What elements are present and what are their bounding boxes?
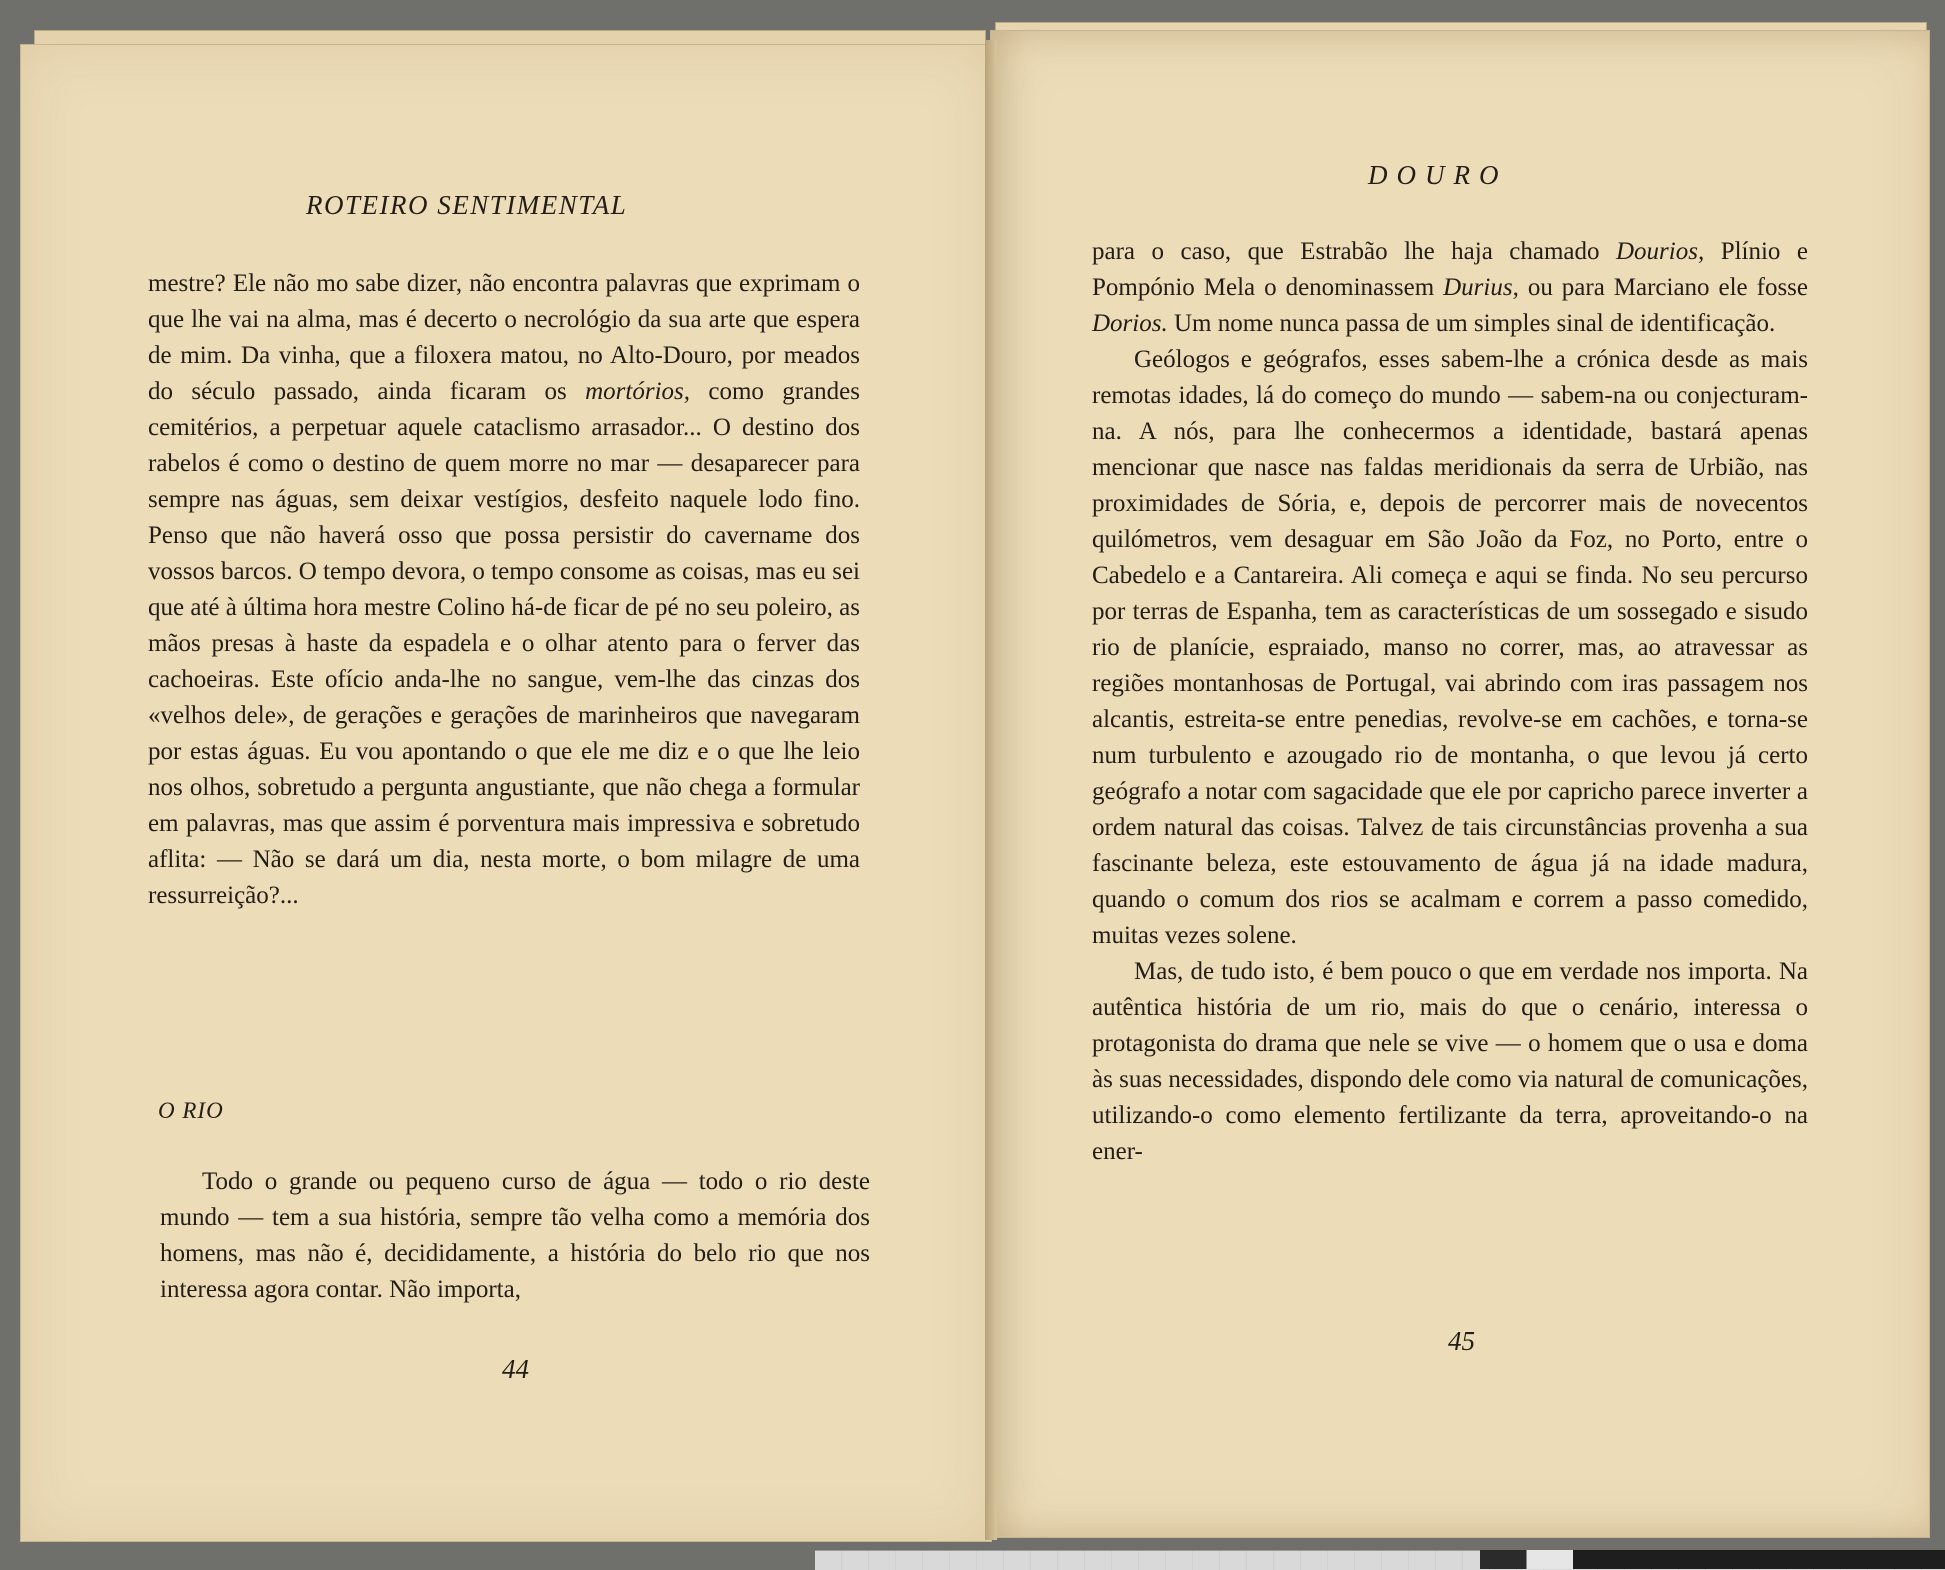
text-run: Plínio e Pompónio Mela o denominassem — [1092, 238, 1809, 301]
left-body-text-2 — [160, 1164, 870, 1308]
scan-color-strip — [1480, 1550, 1945, 1569]
text-run: ou para Marciano ele fosse — [1527, 274, 1809, 301]
right-running-head: DOURO — [1368, 160, 1508, 190]
text-run: como grandes cemitérios, a perpetuar aquele cataclismo arrasador... O destino dos rabelos é como o destino de quem morre no mar — desaparecer para sempre nas águas, sem deixar vestígios, desfeito naquele lodo fino. Penso que não haverá osso que possa persistir do cavername dos vossos barcos. O tempo devora, o tempo consome as coisas, mas eu sei que até à última hora mestre Colino há-de ficar de pé no seu poleiro, as mãos presas à haste da espadela e o olhar atento para o ferver das cachoeiras. Este ofício anda-lhe no sangue, vem-lhe das cinzas dos «velhos dele», de gerações e gerações de marinheiros que navegaram por estas águas. Eu vou apontando o que ele me diz e o que lhe leio nos olhos, sobretudo a pergunta angustiante, que não chega a formular em palavras, mas que assim é porventura mais impressiva e sobretudo aflita: — Não se dará um dia, nesta morte, o bom milagre de uma ressurreição?... — [148, 378, 861, 909]
right-paragraph-2: Geólogos e geógrafos, esses sabem-lhe a crónica desde as mais remotas idades, lá do começo do mundo — sabem-na ou conjecturam-na. A nós, para lhe conhecermos a identidade, bastará apenas mencionar que nasce nas faldas meridionais da serra de Urbião, nas proximidades de Sória, e, depois de percorrer mais de novecentos quilómetros, vem desaguar em São João da Foz, no Porto, entre o Cabedelo e a Cantareira. Ali começa e aqui se finda. No seu percurso por terras de Espanha, tem as características de um sossegado e sisudo rio de planície, espraiado, manso no correr, mas, ao atravessar as regiões montanhosas de Portugal, vai abrindo com iras passagem nos alcantis, estreita-se entre penedias, revolve-se em cachões, e torna-se num turbulento e azougado rio de montanha, o que levou já certo geógrafo a notar com sagacidade que ele por capricho parece inverter a ordem natural das coisas. Talvez de tais circunstâncias provenha a sua fascinante beleza, este estouvamento de água já na idade madura, quando o comum dos rios se acalmam e correm a passo comedido, muitas vezes solene. — [1092, 346, 1808, 949]
italic-term: Dourios, — [1615, 238, 1705, 265]
section-title: O RIO — [158, 1098, 224, 1123]
left-paragraph-2: Todo o grande ou pequeno curso de água — todo o rio deste mundo — tem a sua história, sempre tão velha como a memória dos homens, mas não é, decididamente, a história do belo rio que nos interessa agora contar. Não importa, — [160, 1168, 870, 1303]
left-paragraph-1 — [148, 266, 860, 914]
italic-term: mortórios, — [585, 378, 690, 405]
italic-term: Durius, — [1443, 274, 1519, 301]
book-gutter — [985, 40, 997, 1540]
text-run: mestre? Ele não mo sabe dizer, não encontra palavras que exprimam o que lhe vai na alma, mas é decerto o necrológio da sua arte que espera de mim. Da vinha, que a filoxera matou, no Alto-Douro, por meados do século passado, ainda ficaram os — [148, 270, 860, 405]
italic-term: Dorios. — [1092, 310, 1168, 337]
text-run: para o caso, que Estrabão lhe haja chamado — [1092, 238, 1600, 265]
left-running-head: ROTEIRO SENTIMENTAL — [306, 190, 628, 220]
page-number-right: 45 — [1448, 1326, 1475, 1356]
right-paragraph-1 — [1092, 234, 1808, 342]
left-body-text — [148, 266, 860, 914]
page-number-left: 44 — [502, 1354, 529, 1384]
right-body-text — [1092, 234, 1808, 1170]
right-paragraph-3: Mas, de tudo isto, é bem pouco o que em verdade nos importa. Na autêntica história de um rio, mais do que o cenário, interessa o protagonista do drama que nele se vive — o homem que o usa e doma às suas necessidades, dispondo dele como via natural de comunicações, utilizando-o como elemento fertilizante da terra, aproveitando-o na ener- — [1092, 958, 1808, 1165]
text-run: Um nome nunca passa de um simples sinal de identificação. — [1173, 310, 1776, 337]
